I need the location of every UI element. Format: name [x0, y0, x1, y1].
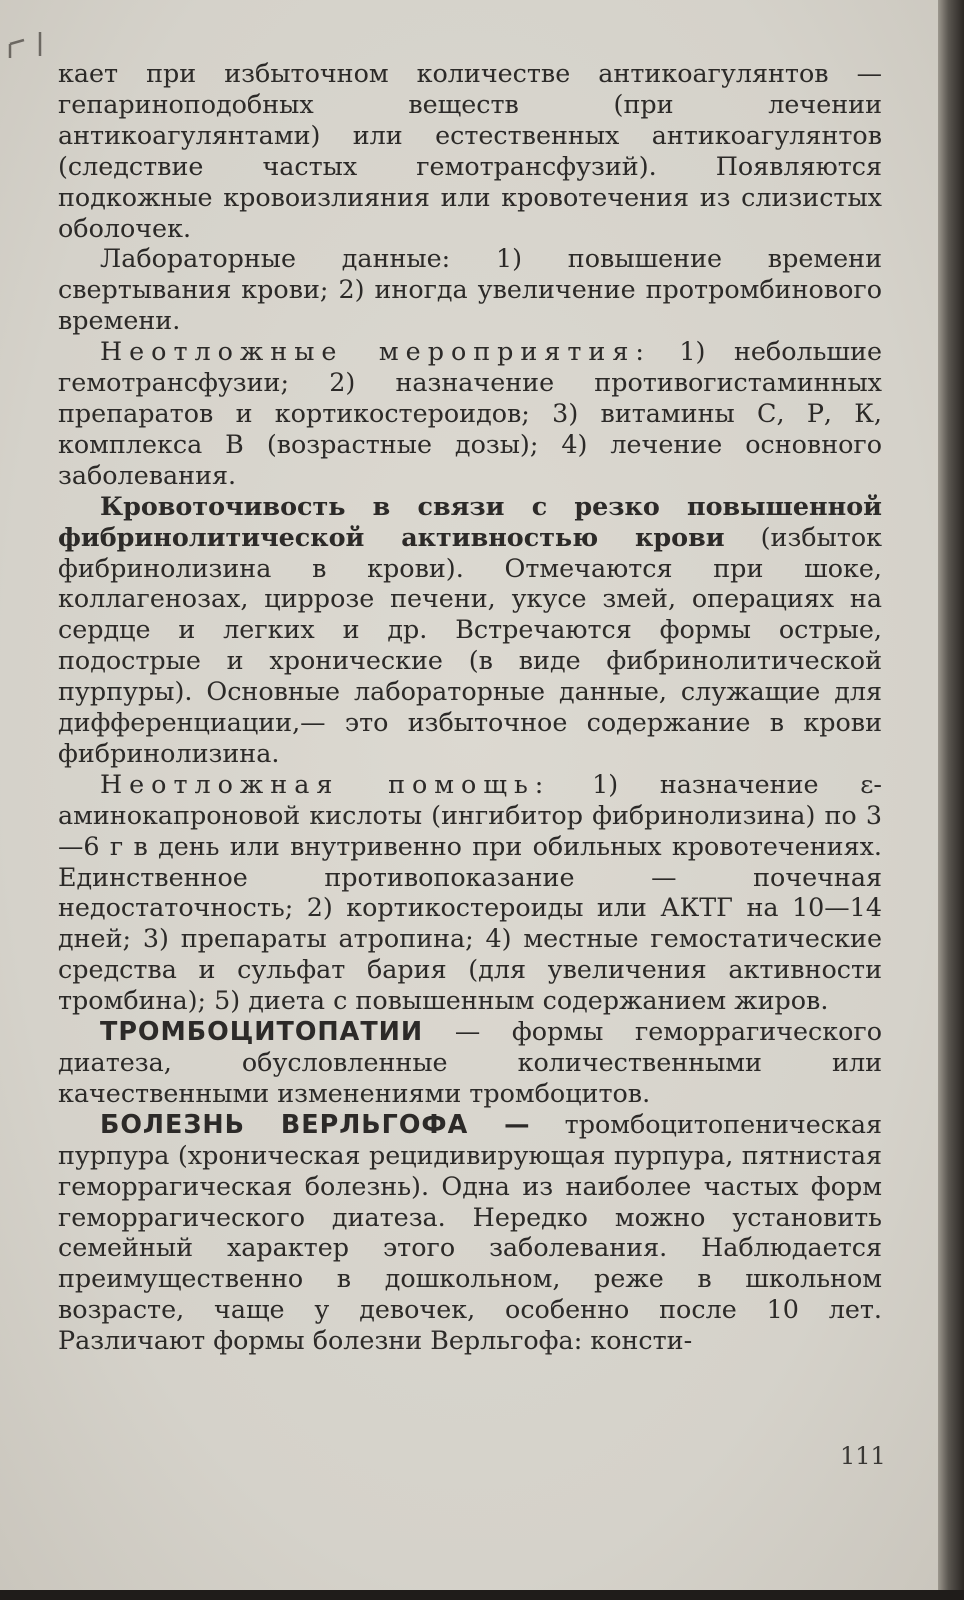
- page-number: 111: [840, 1442, 886, 1470]
- paragraph-text: кает при избыточном количестве антикоагулянтов — гепариноподобных веществ (при лечении антикоагулянтами) или естественных антикоагулянтов (следствие частых гемотрансфузий). Появляются подкожные кровоизлияния или кровотечения из слизистых оболочек.: [58, 58, 882, 243]
- section-heading: ТРОМБОЦИТОПАТИИ: [100, 1016, 424, 1047]
- paragraph-lab-data: [58, 243, 882, 336]
- paragraph-urgent-help: [58, 769, 882, 1016]
- spaced-heading: Неотложная помощь:: [100, 768, 551, 799]
- paragraph-urgent-measures: [58, 336, 882, 491]
- section-heading: БОЛЕЗНЬ ВЕРЛЬГОФА —: [100, 1108, 531, 1139]
- paragraph-text: (избыток фибринолизина в крови). Отмечаются при шоке, коллагенозах, циррозе печени, укусе змей, операциях на сердце и легких и др. Встречаются формы острые, подострые и хронические (в виде фибринолитической пурпуры). Основные лабораторные данные, служащие для дифференциации,— это избыточное содержание в крови фибринолизина.: [58, 521, 882, 768]
- paragraph-text: 1) небольшие гемотрансфузии; 2) назначение противогистаминных препаратов и кортикостероидов; 3) витамины С, Р, К, комплекса В (возрастные дозы); 4) лечение основного заболевания.: [58, 336, 882, 490]
- paragraph-text: тромбоцитопеническая пурпура (хроническая рецидивирующая пурпура, пятнистая геморрагическая болезнь). Одна из наиболее частых форм геморрагического диатеза. Нередко можно установить семейный характер этого заболевания. Наблюдается преимущественно в дошкольном, реже в школьном возрасте, чаще у девочек, особенно после 10 лет. Различают формы болезни Верльгофа: консти-: [58, 1108, 882, 1356]
- spaced-heading: Неотложные мероприятия:: [100, 336, 651, 367]
- paragraph-continuation: [58, 58, 882, 243]
- paragraph-werlhof-disease: [58, 1109, 882, 1356]
- bold-heading: Кровоточивость в связи с резко повышенной фибринолитической активностью крови: [58, 490, 882, 552]
- scan-bottom-border: [0, 1590, 964, 1600]
- paragraph-text: 1) назначение ε-аминокапроновой кислоты (ингибитор фибринолизина) по 3—6 г в день или внутривенно при обильных кровотечениях. Единственное противопоказание — почечная недостаточность; 2) кортикостероиды или АКТГ на 10—14 дней; 3) препараты атропина; 4) местные гемостатические средства и сульфат бария (для увеличения активности тромбина); 5) диета с повышенным содержанием жиров.: [58, 768, 882, 1016]
- paragraph-thrombocytopathies: [58, 1016, 882, 1109]
- paragraph-text: Лабораторные данные: 1) повышение времени свертывания крови; 2) иногда увеличение протромбинового времени.: [58, 243, 882, 336]
- paragraph-text: — формы геморрагического диатеза, обусловленные количественными или качественными изменениями тромбоцитов.: [58, 1016, 882, 1108]
- paragraph-fibrinolytic-bleeding: [58, 491, 882, 769]
- page-edge-shadow: [938, 0, 964, 1600]
- body-text: [58, 58, 882, 1356]
- corner-scan-mark-icon: [6, 30, 56, 60]
